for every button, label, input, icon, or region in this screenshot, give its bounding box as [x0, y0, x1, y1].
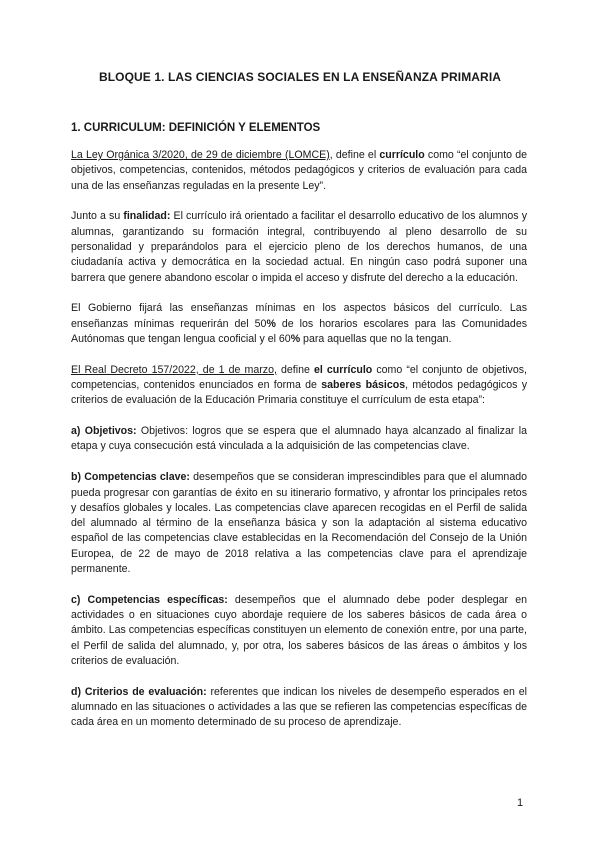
body-text	[71, 148, 527, 746]
paragraph-lomce: La Ley Orgánica 3/2020, de 29 de diciembre (LOMCE), define el currículo como “el conjunto de objetivos, competencias, contenidos, métodos pedagógicos y criterios de evaluación para cada una de las enseñanzas reguladas en la presente Ley”.	[71, 149, 527, 192]
paragraph-objetivos: a) Objetivos: Objetivos: logros que se espera que el alumnado haya alcanzado al finalizar la etapa y cuya consecución está vinculada a la adquisición de las competencias clave.	[71, 425, 527, 453]
real-decreto-reference: El Real Decreto 157/2022, de 1 de marzo,	[71, 363, 277, 376]
paragraph-competencias-clave: b) Competencias clave: desempeños que se consideran imprescindibles para que el alumnado pueda progresar con garantías de éxito en su itinerario formativo, y afrontar los principales retos y desafíos globales y locales. Las competencias clave aparecen recogidas en el Perfil de salida del alumnado al término de la enseñanza básica y son la adaptación al sistema educativo español de las competencias clave establecidas en la Recomendación del Consejo de la Unión Europea, de 22 de mayo de 2018 relativa a las competencias clave para el aprendizaje permanente.	[71, 471, 528, 576]
page-number: 1	[517, 797, 524, 809]
paragraph-competencias-especificas: c) Competencias específicas: desempeños que el alumnado debe poder desplegar en actividades o en situaciones cuyo abordaje requiere de los saberes básicos de cada área o ámbito. Las competencias específicas constituyen un elemento de conexión entre, por una parte, el Perfil de salida del alumnado, y, por otra, los saberes básicos de las áreas o ámbitos y los criterios de evaluación.	[71, 593, 527, 668]
paragraph-finalidad: Junto a su finalidad: El currículo irá orientado a facilitar el desarrollo educativo de los alumnos y alumnas, garantizando su formación integral, contribuyendo al pleno desarrollo de su personalidad y preparándolos para el ejercicio pleno de los derechos humanos, de una ciudadanía activa y democrática en la sociedad actual. En ningún caso podrá suponer una barrera que genere abandono escolar o impida el acceso y disfrute del derecho a la educación.	[71, 210, 527, 284]
paragraph-ensenanzas-minimas: El Gobierno fijará las enseñanzas mínimas en los aspectos básicos del currículo. Las enseñanzas mínimas requerirán del 50% de los horarios escolares para las Comunidades Autónomas que tengan lengua cooficial y el 60% para aquellas que no la tengan.	[71, 302, 528, 345]
page-title: BLOQUE 1. LAS CIENCIAS SOCIALES EN LA ENSEÑANZA PRIMARIA	[98, 70, 502, 84]
section-heading: 1. CURRICULUM: DEFINICIÓN Y ELEMENTOS	[71, 122, 321, 134]
paragraph-criterios-evaluacion: d) Criterios de evaluación: referentes que indican los niveles de desempeño esperados en el alumnado en las situaciones o actividades a las que se refieren las competencias específicas de cada área en un momento determinado de su proceso de aprendizaje.	[71, 685, 528, 729]
lomce-reference: La Ley Orgánica 3/2020, de 29 de diciembre (LOMCE)	[71, 149, 330, 161]
paragraph-real-decreto: El Real Decreto 157/2022, de 1 de marzo, define el currículo como “el conjunto de objetivos, competencias, contenidos enunciados en forma de saberes básicos, métodos pedagógicos y criterios de evaluación de la Educación Primaria constituye el currículum de esta etapa”:	[71, 363, 527, 407]
